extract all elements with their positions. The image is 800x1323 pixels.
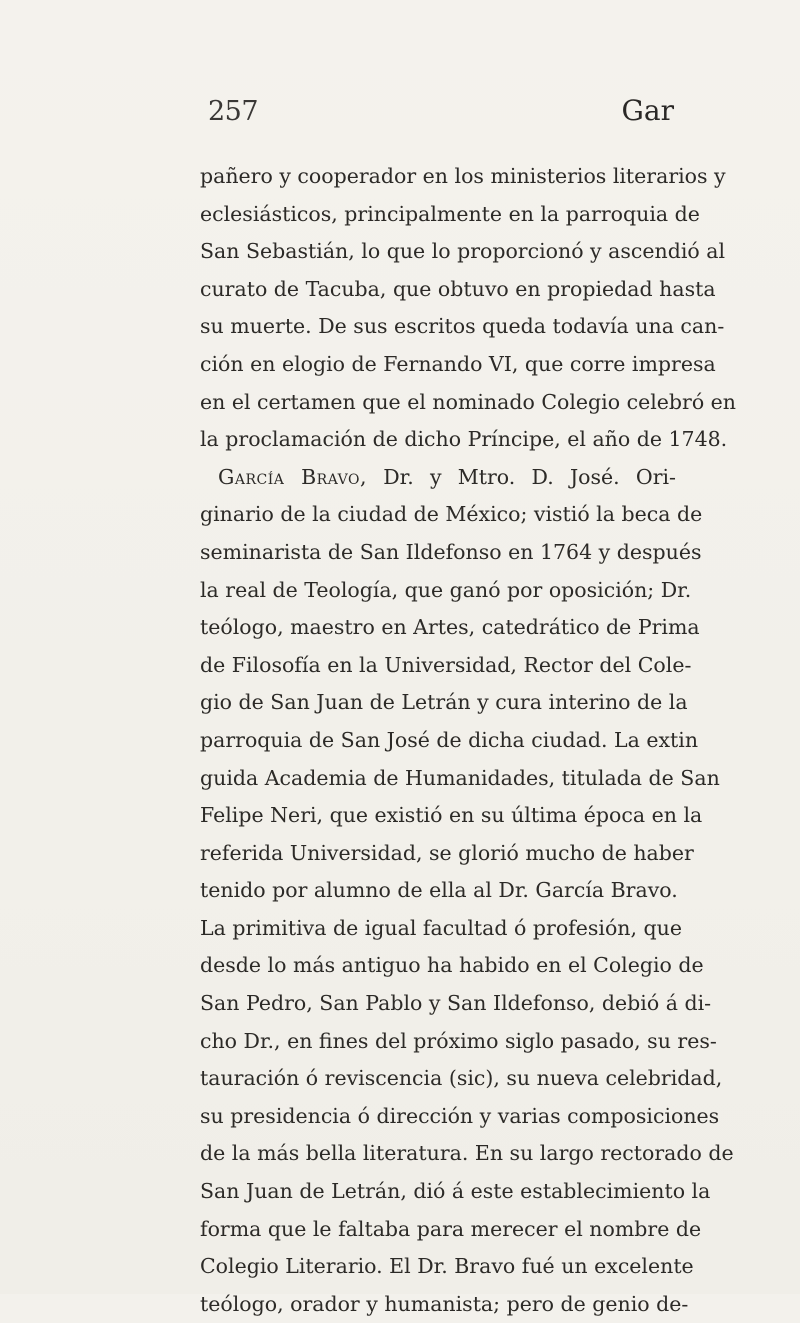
text-line: La primitiva de igual facultad ó profesión, que [200,915,682,940]
text-line: su muerte. De sus escritos queda todavía una can- [200,314,725,339]
text-line: eclesiásticos, principalmente en la parroquia de [200,201,700,226]
text-line: teólogo, orador y humanista; pero de genio de- [200,1291,689,1316]
text-line: de Filosofía en la Universidad, Rector del Cole- [200,652,692,677]
text-line: la real de Teología, que ganó por oposición; Dr. [200,577,692,602]
text-line: parroquia de San José de dicha ciudad. La extin [200,727,699,752]
text-line: referida Universidad, se glorió mucho de haber [200,840,694,865]
page-number: 257 [208,96,259,127]
text-line: tenido por alumno de ella al Dr. García Bravo. [200,878,678,903]
text-line: curato de Tacuba, que obtuvo en propiedad hasta [200,276,716,301]
text-line: cho Dr., en fines del próximo siglo pasado, su res- [200,1028,717,1053]
text-line: forma que le faltaba para merecer el nombre de [200,1216,702,1241]
text-line: guida Academia de Humanidades, titulada de San [200,765,720,790]
entry-name: García Bravo, [218,464,367,489]
text-line: San Pedro, San Pablo y San Ildefonso, debió á di- [200,991,712,1016]
page-header [208,96,674,146]
text-line: gio de San Juan de Letrán y cura interino de la [200,690,688,715]
text-line: ginario de la ciudad de México; vistió la beca de [200,502,703,527]
text-line: la proclamación de dicho Príncipe, el año de 1748. [200,427,728,452]
text-line: Felipe Neri, que existió en su última época en la [200,803,703,828]
text-line: San Juan de Letrán, dió á este establecimiento la [200,1179,711,1204]
text-line: teólogo, maestro en Artes, catedrático de Prima [200,615,700,640]
text-line: de la más bella literatura. En su largo rectorado de [200,1141,734,1166]
text-line: pañero y cooperador en los ministerios literarios y [200,164,726,188]
running-head: Gar [621,94,674,127]
entry-first-line [200,459,676,497]
text-line: tauración ó reviscencia (sic), su nueva celebridad, [200,1066,723,1091]
entry-line-rest: Dr. y Mtro. D. José. Ori- [383,464,676,489]
text-line: en el certamen que el nominado Colegio celebró en [200,389,737,414]
text-line: San Sebastián, lo que lo proporcionó y ascendió al [200,239,726,264]
text-line: su presidencia ó dirección y varias composiciones [200,1103,720,1128]
text-line: Colegio Literario. El Dr. Bravo fué un excelente [200,1254,694,1279]
text-line: seminarista de San Ildefonso en 1764 y después [200,539,702,564]
text-line: desde lo más antiguo ha habido en el Colegio de [200,953,704,978]
body-text [200,158,737,1323]
text-line: ción en elogio de Fernando VI, que corre impresa [200,351,716,376]
